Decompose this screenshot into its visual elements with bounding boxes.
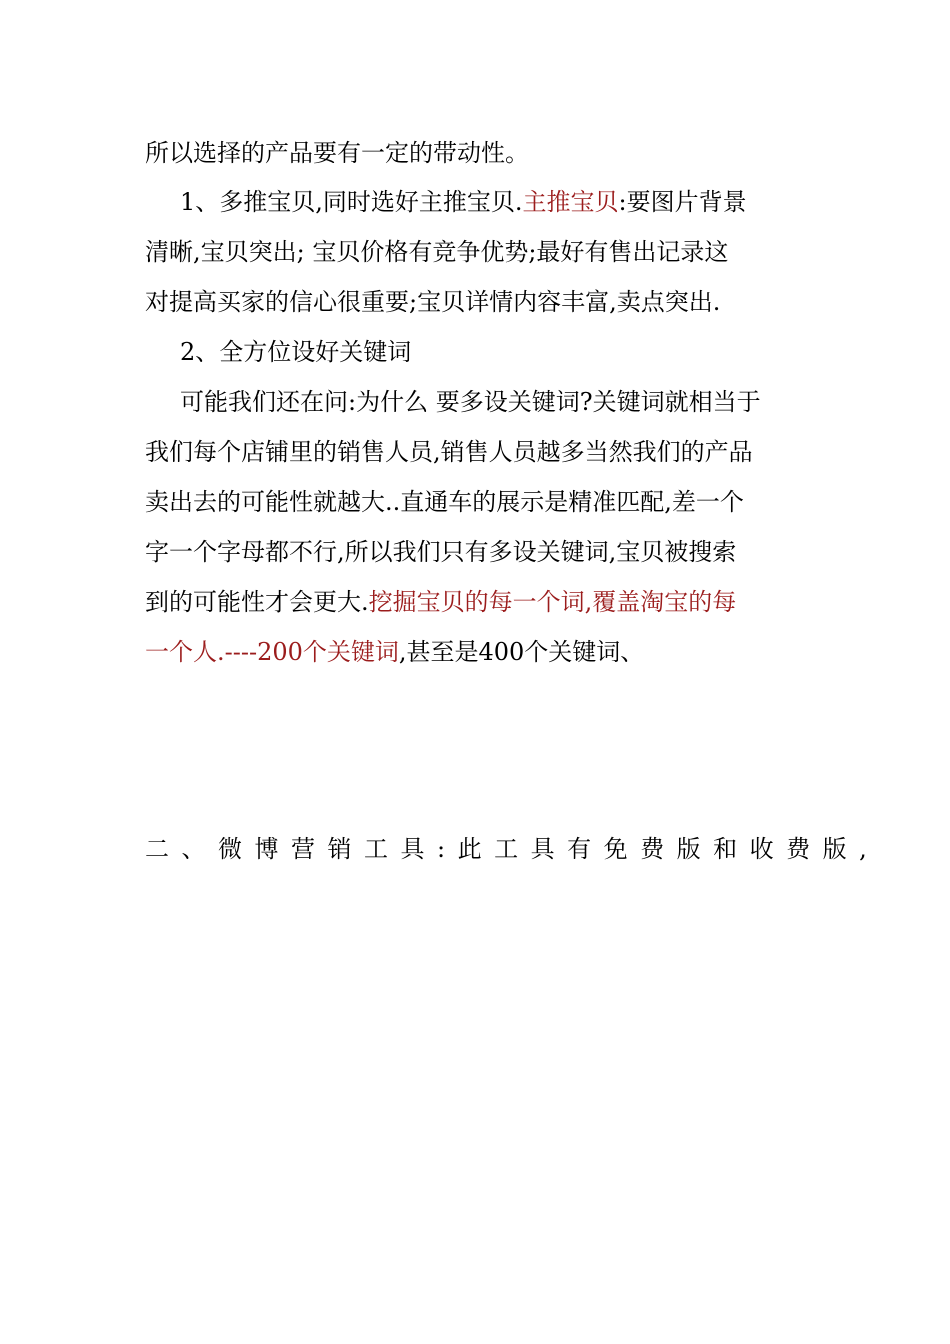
paragraph-line [145,637,810,667]
paragraph-line: 所以选择的产品要有一定的带动性。 [145,139,529,167]
paragraph-line: 可能我们还在问:为什么 要多设关键词?关键词就相当于 [180,388,761,416]
paragraph-line: 对提高买家的信心很重要;宝贝详情内容丰富,卖点突出. [145,288,721,316]
highlighted-text: 一个人.----200个关键词 [145,638,399,666]
section-heading: 二、微博营销工具:此工具有免费版和收费版, [145,835,880,863]
paragraph-line: 卖出去的可能性就越大..直通车的展示是精准匹配,差一个 [145,488,744,516]
paragraph-line: 我们每个店铺里的销售人员,销售人员越多当然我们的产品 [145,438,753,466]
paragraph-line: 清晰,宝贝突出; 宝贝价格有竞争优势;最好有售出记录这 [145,238,729,266]
paragraph-line [180,187,810,217]
list-item-text: 1、多推宝贝,同时选好主推宝贝. [180,188,523,216]
paragraph-text: ,甚至是400个关键词、 [398,638,645,666]
paragraph-text: :要图片背景 [618,188,747,216]
paragraph-line [145,587,810,617]
highlighted-text: 挖掘宝贝的每一个词,覆盖淘宝的每 [368,588,737,616]
list-item-text: 2、全方位设好关键词 [180,338,412,366]
highlighted-text: 主推宝贝 [522,188,619,216]
paragraph-line: 字一个字母都不行,所以我们只有多设关键词,宝贝被搜索 [145,538,737,566]
paragraph-text: 到的可能性才会更大. [145,588,369,616]
